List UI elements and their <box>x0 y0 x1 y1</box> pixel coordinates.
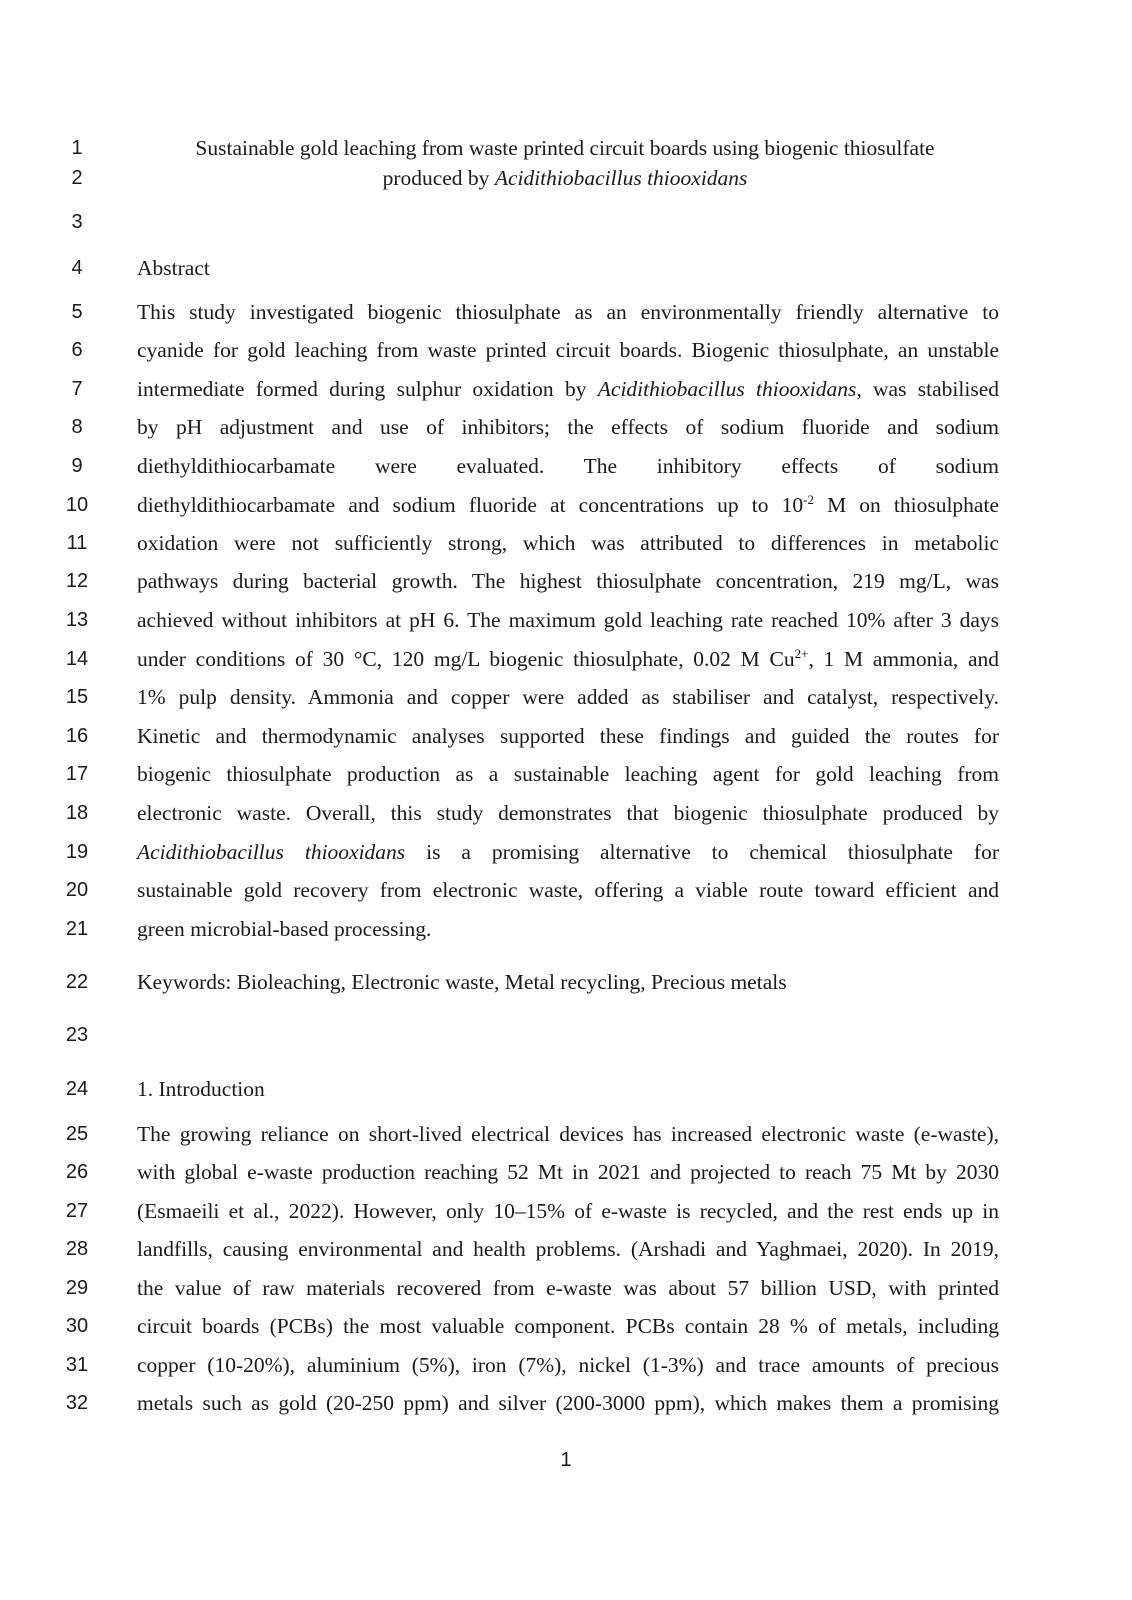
line-number: 15 <box>65 686 89 708</box>
line-number: 4 <box>71 257 83 279</box>
body-text-line <box>137 839 999 865</box>
line-number: 8 <box>71 416 83 438</box>
body-text-line <box>137 1121 999 1147</box>
body-text-line <box>137 916 999 942</box>
body-text-line <box>137 453 999 479</box>
text-segment: achieved without inhibitors at pH 6. The maximum gold leaching rate reached 10% after 3 days <box>137 608 999 632</box>
line-number: 26 <box>65 1161 89 1183</box>
text-segment: green microbial-based processing. <box>137 917 432 941</box>
text-segment: by pH adjustment and use of inhibitors; the effects of sodium fluoride and sodium <box>137 415 999 439</box>
line-number: 3 <box>71 211 83 233</box>
line-number: 16 <box>65 725 89 747</box>
text-segment: under conditions of 30 °C, 120 mg/L biogenic thiosulphate, 0.02 M Cu <box>137 647 795 671</box>
line-number: 32 <box>65 1392 89 1414</box>
line-number: 28 <box>65 1238 89 1260</box>
text-segment: sustainable gold recovery from electronic waste, offering a viable route toward efficient and <box>137 878 999 902</box>
body-text-line <box>137 299 999 325</box>
text-segment: with global e-waste production reaching 52 Mt in 2021 and projected to reach 75 Mt by 2030 <box>137 1160 999 1184</box>
line-number: 29 <box>65 1277 89 1299</box>
superscript: -2 <box>803 492 814 507</box>
line-number: 12 <box>65 570 89 592</box>
body-text-line <box>137 1275 999 1301</box>
body-text-line <box>137 607 999 633</box>
text-segment: , 1 M ammonia, and <box>808 647 999 671</box>
text-segment: diethyldithiocarbamate were evaluated. The inhibitory effects of sodium <box>137 454 999 478</box>
body-text-line <box>137 568 999 594</box>
superscript: 2+ <box>794 646 809 661</box>
line-number: 13 <box>65 609 89 631</box>
line-number: 10 <box>65 494 89 516</box>
text-segment: 1% pulp density. Ammonia and copper were added as stabiliser and catalyst, respectively. <box>137 685 999 709</box>
text-segment: electronic waste. Overall, this study demonstrates that biogenic thiosulphate produced by <box>137 801 999 825</box>
body-text-line <box>137 723 999 749</box>
line-number: 19 <box>65 841 89 863</box>
text-segment: Keywords: Bioleaching, Electronic waste, Metal recycling, Precious metals <box>137 970 787 994</box>
paper-title-line <box>170 165 960 191</box>
body-text-line <box>137 646 999 672</box>
italic-species-name: Acidithiobacillus thiooxidans <box>137 840 406 864</box>
body-text-line <box>137 761 999 787</box>
line-number: 11 <box>66 532 88 554</box>
italic-species-name: Acidithiobacillus thiooxidans <box>597 377 857 401</box>
text-segment: landfills, causing environmental and health problems. (Arshadi and Yaghmaei, 2020). In 2019, <box>137 1237 999 1261</box>
text-segment: oxidation were not sufficiently strong, which was attributed to differences in metabolic <box>137 531 999 555</box>
abstract-heading <box>137 255 999 281</box>
line-number: 24 <box>65 1078 89 1100</box>
text-segment: diethyldithiocarbamate and sodium fluoride at concentrations up to 10 <box>137 493 804 517</box>
line-number: 6 <box>71 339 83 361</box>
text-segment: cyanide for gold leaching from waste printed circuit boards. Biogenic thiosulphate, an unstable <box>137 338 999 362</box>
text-segment: biogenic thiosulphate production as a sustainable leaching agent for gold leaching from <box>137 762 999 786</box>
line-number: 1 <box>71 137 83 159</box>
body-text-line <box>137 1390 999 1416</box>
paper-title-line <box>170 135 960 161</box>
body-text-line <box>137 800 999 826</box>
line-number: 18 <box>65 802 89 824</box>
text-segment: produced by <box>382 166 495 190</box>
body-text-line <box>137 1159 999 1185</box>
body-text-line <box>137 684 999 710</box>
text-segment: (Esmaeili et al., 2022). However, only 10–15% of e-waste is recycled, and the rest ends up in <box>137 1199 999 1223</box>
line-number: 25 <box>65 1123 89 1145</box>
body-text-line <box>137 877 999 903</box>
text-segment: 1. Introduction <box>137 1077 265 1101</box>
body-text-line <box>137 530 999 556</box>
line-number: 27 <box>65 1200 89 1222</box>
text-segment: Kinetic and thermodynamic analyses supported these findings and guided the routes for <box>137 724 999 748</box>
page-number: 1 <box>560 1449 572 1471</box>
body-text-line <box>137 1352 999 1378</box>
text-segment: the value of raw materials recovered from e-waste was about 57 billion USD, with printed <box>137 1276 999 1300</box>
line-number: 21 <box>65 918 89 940</box>
text-segment: copper (10-20%), aluminium (5%), iron (7%), nickel (1-3%) and trace amounts of precious <box>137 1353 999 1377</box>
text-segment: is a promising alternative to chemical thiosulphate for <box>405 840 999 864</box>
line-number: 22 <box>65 971 89 993</box>
body-text-line <box>137 1236 999 1262</box>
body-text-line <box>137 492 999 518</box>
line-number: 17 <box>65 763 89 785</box>
text-segment: circuit boards (PCBs) the most valuable component. PCBs contain 28 % of metals, including <box>137 1314 999 1338</box>
line-number: 14 <box>65 648 89 670</box>
body-text-line <box>137 376 999 402</box>
body-text-line <box>137 1313 999 1339</box>
text-segment: The growing reliance on short-lived electrical devices has increased electronic waste (e-waste), <box>137 1122 999 1146</box>
line-number: 2 <box>71 167 83 189</box>
line-number: 7 <box>71 378 83 400</box>
line-number: 30 <box>65 1315 89 1337</box>
line-number: 5 <box>71 301 83 323</box>
italic-species-name: Acidithiobacillus thiooxidans <box>494 166 748 190</box>
text-segment: M on thiosulphate <box>813 493 999 517</box>
text-segment: intermediate formed during sulphur oxidation by <box>137 377 598 401</box>
line-number: 20 <box>65 879 89 901</box>
line-number: 31 <box>65 1354 89 1376</box>
keywords-line <box>137 969 999 995</box>
body-text-line <box>137 337 999 363</box>
text-segment: Abstract <box>137 256 210 280</box>
text-segment: pathways during bacterial growth. The highest thiosulphate concentration, 219 mg/L, was <box>137 569 999 593</box>
section-heading <box>137 1076 999 1102</box>
text-segment: , was stabilised <box>856 377 999 401</box>
body-text-line <box>137 1198 999 1224</box>
line-number: 9 <box>71 455 83 477</box>
text-segment: This study investigated biogenic thiosulphate as an environmentally friendly alternative to <box>137 300 999 324</box>
text-segment: metals such as gold (20-250 ppm) and silver (200-3000 ppm), which makes them a promising <box>137 1391 999 1415</box>
line-number: 23 <box>65 1024 89 1046</box>
text-segment: Sustainable gold leaching from waste printed circuit boards using biogenic thiosulfate <box>195 136 935 160</box>
body-text-line <box>137 414 999 440</box>
